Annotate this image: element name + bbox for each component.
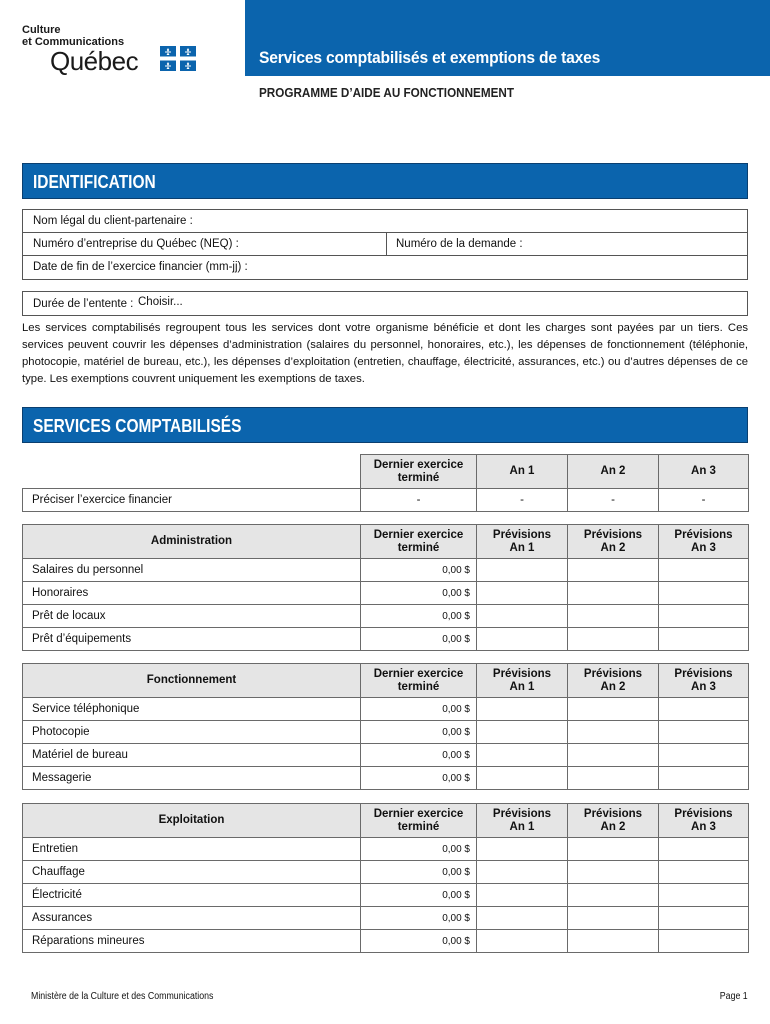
row-label: Matériel de bureau — [23, 744, 361, 767]
input-cell[interactable] — [477, 582, 568, 605]
input-cell[interactable] — [568, 884, 659, 907]
input-cell[interactable] — [659, 721, 749, 744]
input-cell[interactable] — [568, 605, 659, 628]
col-header-an3: Prévisions An 3 — [659, 664, 749, 698]
input-cell[interactable] — [568, 838, 659, 861]
row-label: Entretien — [23, 838, 361, 861]
row-label: Messagerie — [23, 767, 361, 790]
row-label: Assurances — [23, 907, 361, 930]
amount-cell[interactable]: 0,00 $ — [361, 721, 477, 744]
input-cell[interactable] — [568, 582, 659, 605]
row-label: Réparations mineures — [23, 930, 361, 953]
input-cell[interactable] — [477, 861, 568, 884]
quebec-flag-icon — [160, 46, 196, 71]
identification-box — [22, 209, 748, 280]
row-label: Salaires du personnel — [23, 559, 361, 582]
input-cell[interactable] — [477, 884, 568, 907]
fonctionnement-table — [22, 663, 749, 790]
program-subtitle: PROGRAMME D’AIDE AU FONCTIONNEMENT — [259, 85, 515, 100]
table-row — [23, 861, 749, 884]
col-header-an1: Prévisions An 1 — [477, 804, 568, 838]
col-header-an2: Prévisions An 2 — [568, 525, 659, 559]
input-cell[interactable] — [659, 884, 749, 907]
fiscal-year-an2-select[interactable]: - — [568, 489, 659, 512]
input-cell[interactable] — [659, 861, 749, 884]
section-title: Exploitation — [23, 804, 361, 838]
page-title: Services comptabilisés et exemptions de taxes — [259, 48, 601, 67]
request-number-label[interactable]: Numéro de la demande : — [396, 238, 523, 250]
duration-select[interactable]: Choisir... — [138, 296, 183, 308]
amount-cell[interactable]: 0,00 $ — [361, 767, 477, 790]
row-label: Service téléphonique — [23, 698, 361, 721]
col-header-an3: Prévisions An 3 — [659, 804, 749, 838]
services-heading: SERVICES COMPTABILISÉS — [33, 416, 242, 436]
input-cell[interactable] — [568, 907, 659, 930]
footer-ministry: Ministère de la Culture et des Communications — [31, 991, 214, 1002]
input-cell[interactable] — [477, 698, 568, 721]
input-cell[interactable] — [568, 698, 659, 721]
duration-row — [23, 292, 747, 315]
administration-table — [22, 524, 749, 651]
col-header-an1: Prévisions An 1 — [477, 525, 568, 559]
table-row — [23, 698, 749, 721]
input-cell[interactable] — [568, 767, 659, 790]
table-row — [23, 582, 749, 605]
col-header-an1: Prévisions An 1 — [477, 664, 568, 698]
neq-divider — [386, 233, 387, 255]
input-cell[interactable] — [477, 559, 568, 582]
input-cell[interactable] — [568, 721, 659, 744]
col-header-last: Dernier exercice terminé — [361, 664, 477, 698]
col-header-last: Dernier exercice terminé — [361, 804, 477, 838]
input-cell[interactable] — [477, 628, 568, 651]
year-header-an2: An 2 — [568, 455, 659, 489]
table-row — [23, 930, 749, 953]
title-band — [245, 0, 770, 76]
identification-heading: IDENTIFICATION — [33, 172, 156, 192]
input-cell[interactable] — [659, 930, 749, 953]
row-label: Prêt d’équipements — [23, 628, 361, 651]
input-cell[interactable] — [568, 861, 659, 884]
col-header-an2: Prévisions An 2 — [568, 804, 659, 838]
amount-cell[interactable]: 0,00 $ — [361, 930, 477, 953]
input-cell[interactable] — [477, 907, 568, 930]
section-title: Fonctionnement — [23, 664, 361, 698]
input-cell[interactable] — [568, 744, 659, 767]
row-label: Chauffage — [23, 861, 361, 884]
duration-box — [22, 291, 748, 316]
fiscal-year-an3-select[interactable]: - — [659, 489, 749, 512]
table-row — [23, 838, 749, 861]
input-cell[interactable] — [659, 907, 749, 930]
fiscal-year-last-select[interactable]: - — [361, 489, 477, 512]
amount-cell[interactable]: 0,00 $ — [361, 744, 477, 767]
input-cell[interactable] — [659, 744, 749, 767]
amount-cell[interactable]: 0,00 $ — [361, 582, 477, 605]
amount-cell[interactable]: 0,00 $ — [361, 861, 477, 884]
amount-cell[interactable]: 0,00 $ — [361, 628, 477, 651]
logo-line-1: Culture — [22, 24, 61, 36]
input-cell[interactable] — [659, 838, 749, 861]
fiscal-year-table — [22, 454, 749, 512]
amount-cell[interactable]: 0,00 $ — [361, 884, 477, 907]
input-cell[interactable] — [659, 767, 749, 790]
fiscal-end-label: Date de fin de l’exercice financier (mm-jj) : — [33, 261, 248, 273]
input-cell[interactable] — [477, 605, 568, 628]
neq-label[interactable]: Numéro d’entreprise du Québec (NEQ) : — [33, 238, 239, 250]
amount-cell[interactable]: 0,00 $ — [361, 698, 477, 721]
table-row — [23, 884, 749, 907]
row-label: Photocopie — [23, 721, 361, 744]
input-cell[interactable] — [659, 582, 749, 605]
table-row — [23, 744, 749, 767]
table-row — [23, 907, 749, 930]
table-row — [23, 721, 749, 744]
input-cell[interactable] — [477, 930, 568, 953]
year-header-an1: An 1 — [477, 455, 568, 489]
fiscal-end-field[interactable] — [23, 256, 747, 279]
input-cell[interactable] — [477, 767, 568, 790]
identification-heading-bar — [22, 163, 748, 199]
table-row — [23, 767, 749, 790]
duration-label: Durée de l’entente : — [33, 298, 134, 310]
logo-quebec-wordmark: Québec — [50, 46, 139, 76]
col-header-an2: Prévisions An 2 — [568, 664, 659, 698]
services-heading-bar — [22, 407, 748, 443]
footer-page-number: Page 1 — [720, 991, 748, 1002]
row-label: Prêt de locaux — [23, 605, 361, 628]
row-label: Électricité — [23, 884, 361, 907]
amount-cell[interactable]: 0,00 $ — [361, 605, 477, 628]
year-header-an3: An 3 — [659, 455, 749, 489]
amount-cell[interactable]: 0,00 $ — [361, 907, 477, 930]
exploitation-table — [22, 803, 749, 953]
logo-line-2: et Communications — [22, 36, 125, 48]
section-title: Administration — [23, 525, 361, 559]
input-cell[interactable] — [477, 744, 568, 767]
col-header-last: Dernier exercice terminé — [361, 525, 477, 559]
input-cell[interactable] — [659, 605, 749, 628]
blank-header-cell — [23, 455, 361, 489]
input-cell[interactable] — [568, 628, 659, 651]
col-header-an3: Prévisions An 3 — [659, 525, 749, 559]
input-cell[interactable] — [568, 930, 659, 953]
legal-name-field[interactable] — [23, 210, 747, 233]
legal-name-label: Nom légal du client-partenaire : — [33, 215, 193, 227]
year-header-last: Dernier exercice terminé — [361, 455, 477, 489]
table-row — [23, 628, 749, 651]
input-cell[interactable] — [659, 698, 749, 721]
input-cell[interactable] — [477, 838, 568, 861]
input-cell[interactable] — [659, 628, 749, 651]
neq-row — [23, 233, 747, 256]
input-cell[interactable] — [568, 559, 659, 582]
amount-cell[interactable]: 0,00 $ — [361, 838, 477, 861]
table-row — [23, 605, 749, 628]
fiscal-year-an1-select[interactable]: - — [477, 489, 568, 512]
input-cell[interactable] — [659, 559, 749, 582]
fiscal-year-row-label: Préciser l’exercice financier — [23, 489, 361, 512]
ministry-logo — [22, 24, 242, 76]
row-label: Honoraires — [23, 582, 361, 605]
description-paragraph: Les services comptabilisés regroupent tous les services dont votre organisme bénéficie et dont les charges sont payées par un tiers. Ces services peuvent couvrir les dépenses d’administration (salaires du personnel, honoraires, etc.), les dépenses de fonctionnement (téléphonie, photocopie, matériel de bureau, etc.), les dépenses d’exploitation (entretien, chauffage, électricité, assurances, etc.) ou d’autres dépenses de ce type. Les exemptions couvrent uniquement les exemptions de taxes. — [22, 322, 748, 385]
input-cell[interactable] — [477, 721, 568, 744]
amount-cell[interactable]: 0,00 $ — [361, 559, 477, 582]
table-row — [23, 559, 749, 582]
